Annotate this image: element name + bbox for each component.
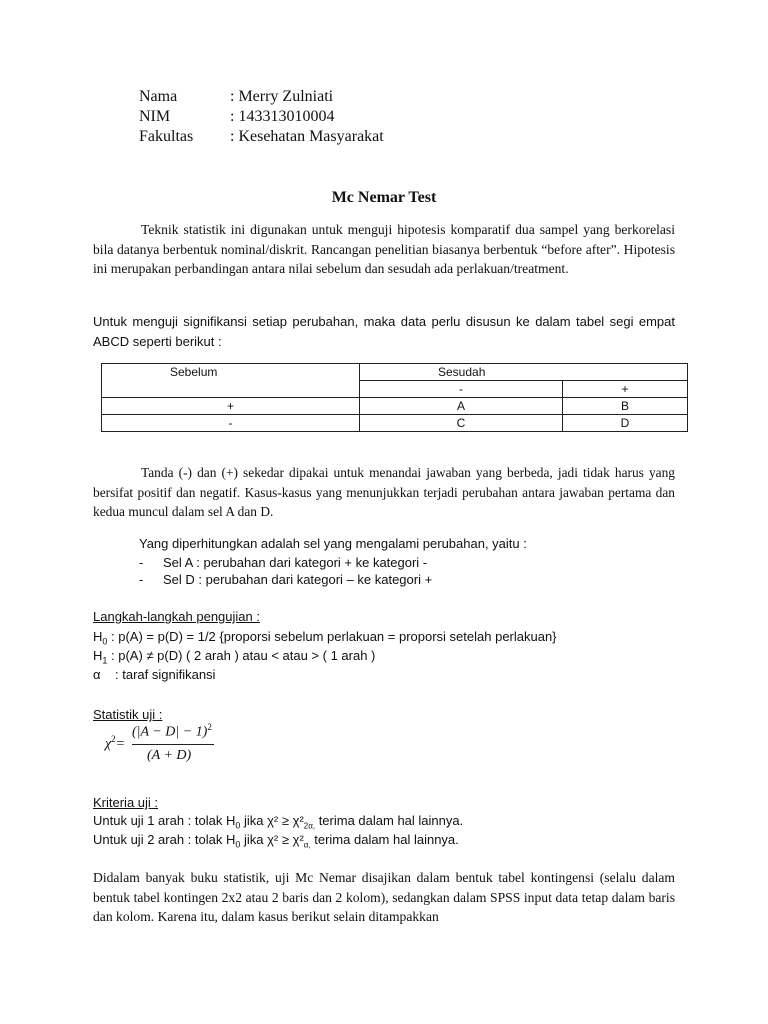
table-cell: A [360,398,563,415]
formula-numerator: $(|A - D| - 1)^2$ [132,722,212,740]
table-row-label: + [102,398,360,415]
value-nim: : 143313010004 [230,108,335,125]
table-row-label: - [102,415,360,432]
formula-fraction-bar [132,744,214,745]
bullet-dash-icon: - [139,572,144,587]
table-row [102,415,688,432]
bullet-dash-icon: - [139,555,144,570]
value-nama: : Merry Zulniati [230,88,334,105]
paragraph-contingency: Didalam banyak buku statistik, uji Mc Nemar disajikan dalam bentuk tabel kontingensi (selalu dalam bentuk tabel kontingen 2x2 atau 2 baris dan 2 kolom), sedangkan dalam SPSS input data tetap dalam baris dan kolom. Karena itu, dalam kasus berikut selain ditampakkan [93,870,675,924]
table-sub-plus: + [563,381,688,398]
value-fakultas: : Kesehatan Masyarakat [230,128,384,145]
paragraph-table-intro: Untuk menguji signifikansi setiap perubahan, maka data perlu disusun ke dalam tabel segi empat ABCD seperti berikut : [93,314,675,349]
formula-chi: $\chi^2=$ [105,734,126,752]
counted-intro: Yang diperhitungkan adalah sel yang mengalami perubahan, yaitu : [139,536,527,551]
table-cell: C [360,415,563,432]
table-cell: D [563,415,688,432]
table-row [102,398,688,415]
steps-heading: Langkah-langkah pengujian : [93,609,260,624]
table-header-before: Sebelum [102,364,360,398]
statistic-heading: Statistik uji : [93,707,163,722]
label-nama: Nama [139,88,178,105]
criteria-one-tailed: Untuk uji 1 arah : tolak $H_0$ jika $\chi^2 \ge \chi^2_{2\alpha,}$ terima dalam hal lainnya. [93,813,464,831]
label-nim: NIM [139,108,171,125]
paragraph-intro: Teknik statistik ini digunakan untuk menguji hipotesis komparatif dua sampel yang berkorelasi bila datanya berbentuk nominal/diskrit. Rancangan penelitian biasanya berbentuk “before after”. Hipotesis ini merupakan perbandingan antara nilai sebelum dan sesudah ada perlakuan/treatment. [93,222,675,276]
table-header-after: Sesudah [360,364,688,381]
list-item: - Sel A : perubahan dari kategori + ke kategori - [139,555,428,570]
chi-square-formula [105,722,225,770]
criteria-heading: Kriteria uji : [93,795,159,810]
formula-denominator: (A + D) [147,748,192,763]
page-title: Mc Nemar Test [331,189,437,206]
alpha-definition: α : taraf signifikansi [93,667,216,682]
table-sub-minus: - [360,381,563,398]
abcd-table [101,363,688,432]
list-item: - Sel D : perubahan dari kategori – ke kategori + [139,572,433,587]
paragraph-signs: Tanda (-) dan (+) sekedar dipakai untuk menandai jawaban yang berbeda, jadi tidak harus yang bersifat positif dan negatif. Kasus-kasus yang menunjukkan terjadi perubahan antara jawaban pertama dan kedua muncul dalam sel A dan D. [93,465,675,519]
table-cell: B [563,398,688,415]
hypothesis-h1: $H_1$ : p(A) ≠ p(D) ( 2 arah ) atau < atau > ( 1 arah ) [93,648,376,666]
label-fakultas: Fakultas [139,128,194,145]
criteria-two-tailed: Untuk uji 2 arah : tolak $H_0$ jika $\chi^2 \ge \chi^2_{\alpha,}$ terima dalam hal lainnya. [93,832,459,850]
hypothesis-h0: $H_0$ : p(A) = p(D) = 1/2 {proporsi sebelum perlakuan = proporsi setelah perlakuan} [93,629,557,647]
